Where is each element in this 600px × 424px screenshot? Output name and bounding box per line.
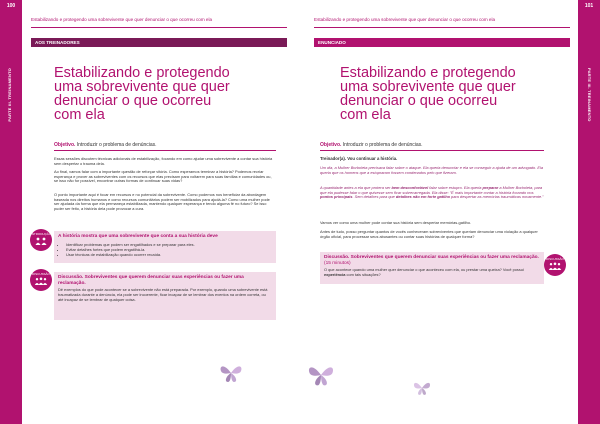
right-side-label: PARTE III. TREINAMENTO bbox=[587, 68, 592, 122]
right-section-bar: ENUNCIADO bbox=[314, 38, 570, 47]
right-discussion-box-text: O que acontece quando uma mulher quer denunciar o que aconteceu com ela, ou prestar uma queixa? Você possui experiência com tais situações? bbox=[324, 267, 524, 277]
left-side-tab bbox=[0, 0, 22, 424]
group-icon bbox=[548, 262, 562, 270]
right-objective-label: Objetivo. bbox=[320, 142, 342, 148]
right-paragraph-1: Vamos ver como uma mulher pode contar sua história sem despertar memórias-gatilho. bbox=[320, 220, 472, 225]
butterfly-icon bbox=[306, 360, 336, 390]
right-trainer-label: Treinador(a). Vou continuar a história. bbox=[320, 156, 398, 161]
left-discussion-box bbox=[54, 272, 276, 320]
right-page bbox=[300, 0, 600, 424]
left-paragraph-2: Ao final, vamos falar com a importante questão de reforçar vitória. Como esperamos terminar a história? Podemos recriar esperança e prover as sobreviventes com os recursos que elas precisam para voltarem para suas famílias e comunidades ou, se isso não for possível, encontrar outras formas de continuar suas vidas? bbox=[54, 169, 272, 184]
left-paragraph-3: O ponto importante aqui é focar em recursos e no potencial da sobrevivente. Como podemos nos beneficiar da abordagem baseada nos direitos humanos e como recursos comunitários podem ser mobilizados para ajudá-la? Como uma mulher pode ser ajudada da forma que ela permaneça estabilizada, mantendo qualquer esperança e tendo alguma fé no futuro? Se isso puder ser feito, a história dela pode provocar a cura. bbox=[54, 192, 270, 212]
right-page-number: 101 bbox=[584, 3, 594, 9]
right-side-tab bbox=[578, 0, 600, 424]
left-running-header: Estabilizando e protegendo uma sobrevivente que quer denunciar o que ocorreu com ela bbox=[31, 17, 213, 22]
list-item: • Usar técnicas de estabilização quando ocorrer recaída. bbox=[66, 252, 272, 257]
right-paragraph-2: Antes de tudo, posso perguntar quantos de vocês conheceram sobreviventes que queriam denunciar uma violação a qualquer órgão oficial, para processar seus abusantes ou contar suas histórias de qualquer forma? bbox=[320, 229, 538, 239]
list-item: • Identificar problemas que podem ser engatilhados e se preparar para eles. bbox=[66, 242, 272, 247]
left-objective-text: Introduzir o problema de denúncias. bbox=[75, 142, 157, 148]
butterfly-small-icon bbox=[412, 378, 432, 398]
right-page-title: Estabilizando e protegendo uma sobrevivente que quer denunciar o que ocorreu com ela bbox=[340, 65, 516, 123]
right-objective-rule bbox=[320, 150, 544, 151]
introduction-badge: INTRODUÇÃO bbox=[30, 229, 52, 251]
butterfly-icon bbox=[218, 360, 244, 386]
left-objective-label: Objetivo. bbox=[54, 142, 76, 148]
right-story-paragraph-1: Um dia, a Mulher Borboleta precisava falar sobre o ataque. Ela queria denunciar e ela se conseguir a ajuda de um advogado. Ela queria que os homens que a estupraram fossem condenados pelo que fizeram. bbox=[320, 165, 543, 175]
left-page-title: Estabilizando e protegendo uma sobrevivente que quer denunciar o que ocorreu com ela bbox=[54, 65, 230, 123]
right-discussion-badge: DISCUSSÃO bbox=[544, 254, 566, 276]
right-header-rule bbox=[314, 27, 570, 28]
left-intro-box-title: A história mostra que uma sobrevivente que conta a sua história deve bbox=[58, 234, 218, 239]
left-intro-box bbox=[54, 231, 276, 263]
left-objective-rule bbox=[54, 150, 276, 151]
right-objective bbox=[320, 142, 423, 148]
left-header-rule bbox=[31, 27, 287, 28]
right-discussion-box-title: Discussão. Sobreviventes que querem denunciar suas experiências ou fazer uma reclamação. (15 minutos) bbox=[324, 255, 539, 266]
left-objective bbox=[54, 142, 157, 148]
left-discussion-box-text: Dê exemplos do que pode acontecer se a sobrevivente não está preparada. Por exemplo, quando uma sobrevivente está traumatizada durante a denúncia, ela pode ser incoerente, ficar incapaz de se lembrar dos eventos na ordem correta, ou até incapaz de se lembrar de qualquer coisa. bbox=[58, 287, 268, 302]
discussion-badge: DISCUSSÃO bbox=[30, 269, 52, 291]
left-paragraph-1: Essas sessões discutem técnicas adicionais de estabilização, focando em como ajudar uma sobrevivente a contar sua história sem despertar o trauma dela. bbox=[54, 156, 273, 166]
left-section-bar: AOS TREINADORES bbox=[31, 38, 287, 47]
group-icon bbox=[34, 277, 48, 285]
left-side-label: PARTE III. TREINAMENTO bbox=[7, 68, 12, 122]
people-icon bbox=[34, 237, 48, 245]
right-discussion-box bbox=[320, 252, 544, 284]
right-running-header: Estabilizando e protegendo uma sobrevivente que quer denunciar o que ocorreu com ela bbox=[314, 17, 496, 22]
list-item: • Evitar detalhes fortes que podem engatilhá-la. bbox=[66, 247, 272, 252]
right-story-paragraph-2: A quantidade antes a ela que protera ser bem desconfortável falar sobre estupro. Ela queria preparar a Mulher Borboleta, para que ela pudesse falar o que quisesse sem ficar sobrecarregada. Ela disse: "É mais importante contar a história focando nos pontos principais. Sem detalhes para que detalhes não em forte gatilho para despertar as memórias traumáticas novamente." bbox=[320, 185, 544, 200]
left-discussion-box-title: Discussão. Sobreviventes que querem denunciar suas experiências ou fazer uma reclamação. bbox=[58, 275, 244, 286]
left-intro-box-list bbox=[58, 242, 272, 257]
left-page-number: 100 bbox=[6, 3, 16, 9]
right-objective-text: Introduzir o problema de denúncias. bbox=[341, 142, 423, 148]
